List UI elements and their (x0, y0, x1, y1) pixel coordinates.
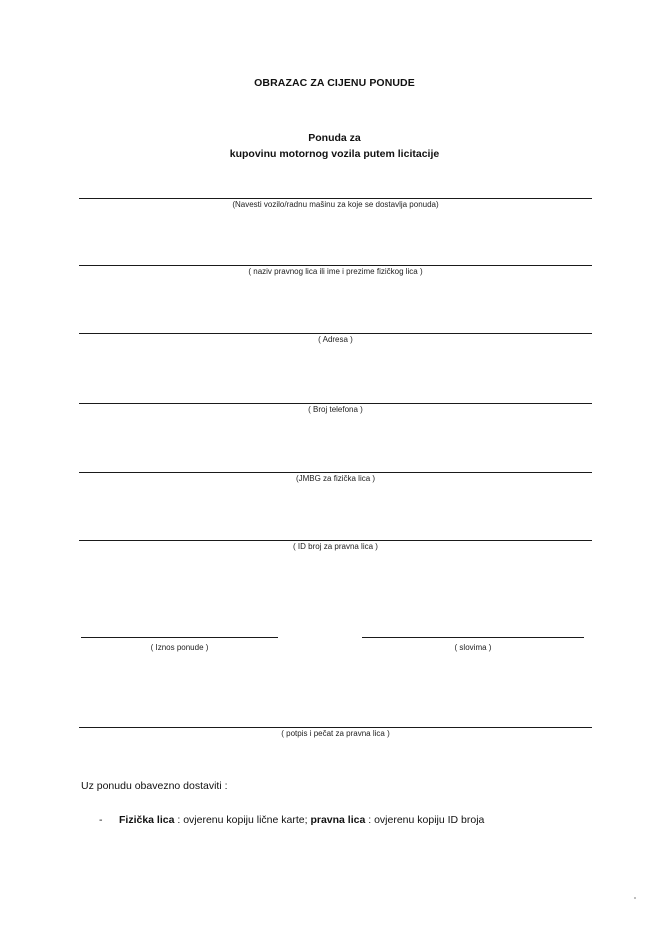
address-field[interactable] (79, 333, 592, 344)
amount-words-field-line (362, 637, 584, 638)
id-number-field-line (79, 540, 592, 541)
amount-words-field-caption: ( slovima ) (454, 643, 492, 652)
phone-field[interactable] (79, 403, 592, 414)
vehicle-field-line (79, 198, 592, 199)
vehicle-field[interactable] (79, 198, 592, 209)
signature-field-line (79, 727, 592, 728)
amount-field[interactable] (81, 637, 278, 652)
address-field-caption: ( Adresa ) (318, 335, 353, 344)
phone-field-line (79, 403, 592, 404)
requirements-item (99, 814, 484, 826)
vehicle-field-caption: (Navesti vozilo/radnu mašinu za koje se dostavlja ponuda) (232, 200, 439, 209)
amount-words-field[interactable] (362, 637, 584, 652)
legal-persons-label: pravna lica (310, 814, 366, 826)
scan-speck (634, 897, 636, 899)
natural-persons-label: Fizička lica (119, 814, 175, 826)
address-field-line (79, 333, 592, 334)
name-field[interactable] (79, 265, 592, 276)
page-title: OBRAZAC ZA CIJENU PONUDE (254, 77, 415, 89)
requirements-intro: Uz ponudu obavezno dostaviti : (81, 780, 228, 792)
jmbg-field-line (79, 472, 592, 473)
signature-field-caption: ( potpis i pečat za pravna lica ) (281, 729, 390, 738)
bullet-dash: - (99, 814, 103, 826)
name-field-caption: ( naziv pravnog lica ili ime i prezime fizičkog lica ) (248, 267, 423, 276)
amount-field-line (81, 637, 278, 638)
legal-persons-text: : ovjerenu kopiju ID broja (365, 814, 485, 826)
jmbg-field[interactable] (79, 472, 592, 483)
signature-field[interactable] (79, 727, 592, 738)
amount-field-caption: ( Iznos ponude ) (150, 643, 209, 652)
subtitle-line-2: kupovinu motornog vozila putem licitacije (229, 148, 440, 160)
subtitle-line-1: Ponuda za (308, 132, 361, 144)
phone-field-caption: ( Broj telefona ) (308, 405, 363, 414)
id-number-field-caption: ( ID broj za pravna lica ) (293, 542, 378, 551)
natural-persons-text: : ovjerenu kopiju lične karte; (174, 814, 311, 826)
name-field-line (79, 265, 592, 266)
id-number-field[interactable] (79, 540, 592, 551)
jmbg-field-caption: (JMBG za fizička lica ) (295, 474, 376, 483)
